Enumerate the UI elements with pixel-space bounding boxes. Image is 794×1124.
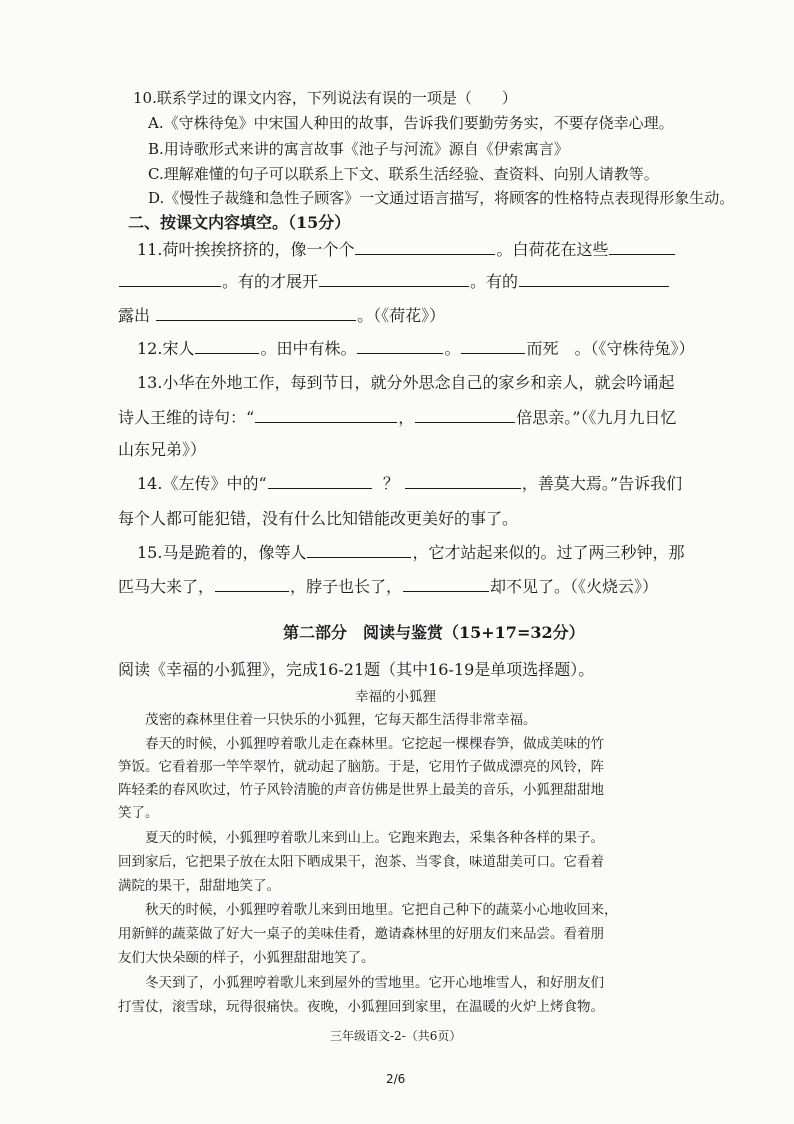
q11-text-4: 。有的 — [470, 272, 519, 291]
q13-text-3: 倍思亲。”（《九月九日忆 — [516, 408, 677, 427]
q12-blank-2[interactable] — [357, 352, 443, 354]
q15-blank-1[interactable] — [307, 556, 411, 558]
q11-blank-2[interactable] — [609, 253, 675, 255]
passage-line: 阵轻柔的春风吹过，竹子风铃清脆的声音仿佛是世界上最美的音乐，小狐狸甜甜地 — [118, 782, 604, 798]
q11-blank-5[interactable] — [519, 285, 669, 287]
reading-intro: 阅读《幸福的小狐狸》，完成16-21题（其中16-19是单项选择题）。 — [118, 660, 595, 679]
q10-stem: 10.联系学过的课文内容，下列说法有误的一项是（ ） — [133, 89, 517, 107]
q13-blank-2[interactable] — [415, 421, 515, 423]
passage-line: 满院的果干，甜甜地笑了。 — [118, 878, 280, 894]
page-footer: 三年级语文-2-（共6页） — [330, 1029, 462, 1043]
q13-text-1: 诗人王维的诗句：“ — [118, 408, 255, 427]
q12-text-2: 。田中有株。 — [260, 339, 357, 358]
q11-line1 — [137, 242, 676, 258]
page-indicator: 2/6 — [386, 1072, 406, 1086]
q13-line1: 13.小华在外地工作，每到节日，就分外思念自己的家乡和亲人，就会吟诵起 — [137, 373, 675, 392]
q11-blank-6[interactable] — [156, 319, 356, 321]
q14-blank-2[interactable] — [405, 487, 521, 489]
q12-text-4: 而死 。（《守株待兔》） — [526, 339, 695, 358]
q13-blank-1[interactable] — [255, 421, 397, 423]
q11-line3 — [118, 308, 445, 324]
q13-line3: 山东兄弟》） — [118, 440, 207, 459]
q11-text-1: 11.荷叶挨挨挤挤的，像一个个 — [137, 240, 355, 259]
q11-line2 — [118, 274, 670, 290]
q15-text-2: ，它才站起来似的。过了两三秒钟，那 — [412, 543, 685, 562]
passage-line: 笑了。 — [118, 805, 159, 821]
q13-text-2: ， — [398, 408, 415, 427]
q14-line2: 每个人都可能犯错，没有什么比知错能改更美好的事了。 — [118, 509, 519, 528]
q12-blank-1[interactable] — [195, 352, 259, 354]
passage-line: 友们大快朵颐的样子，小狐狸甜甜地笑了。 — [118, 950, 375, 966]
q11-text-2: 。白荷花在这些 — [496, 240, 609, 259]
q12-blank-3[interactable] — [461, 352, 525, 354]
part2-title: 第二部分 阅读与鉴赏（15+17=32分） — [283, 623, 585, 642]
q10-option-d: D.《慢性子裁缝和急性子顾客》一文通过语言描写，将顾客的性格特点表现得形象生动。 — [148, 189, 735, 207]
q11-blank-4[interactable] — [319, 285, 469, 287]
reading-title: 幸福的小狐狸 — [355, 689, 436, 705]
q15-blank-3[interactable] — [403, 590, 489, 592]
q14-text-3: ，善莫大焉。”告诉我们 — [521, 474, 683, 493]
passage-line: 春天的时候，小狐狸哼着歌儿走在森林里。它挖起一棵棵春笋，做成美味的竹 — [118, 736, 604, 752]
q15-text-1: 15.马是跪着的，像等人 — [137, 543, 307, 562]
q11-text-3: 。有的才展开 — [222, 272, 319, 291]
q15-line1 — [137, 545, 684, 561]
q14-text-1: 14.《左传》中的“ — [137, 474, 267, 493]
q12-text-1: 12.宋人 — [137, 339, 195, 358]
passage-line: 秋天的时候，小狐狸哼着歌儿来到田地里。它把自己种下的蔬菜小心地收回来， — [118, 902, 618, 918]
q11-text-5: 露出 — [118, 306, 151, 325]
q15-text-3: 匹马大来了， — [118, 577, 215, 596]
q11-blank-1[interactable] — [355, 253, 495, 255]
q14-text-2: ？ — [382, 474, 399, 493]
q12-text-3: 。 — [444, 339, 461, 358]
q11-blank-3[interactable] — [119, 285, 221, 287]
q10-option-c: C.理解难懂的句子可以联系上下文、联系生活经验、查资料、向别人请教等。 — [148, 165, 659, 183]
q15-blank-2[interactable] — [215, 590, 289, 592]
passage-line: 夏天的时候，小狐狸哼着歌儿来到山上。它跑来跑去，采集各种各样的果子。 — [118, 830, 604, 846]
q13-line2 — [118, 410, 676, 426]
q14-line1 — [137, 476, 682, 492]
passage-line: 笋饭。它看着那一竿竿翠竹，就动起了脑筋。于是，它用竹子做成漂亮的风铃，阵 — [118, 759, 604, 775]
passage-line: 回到家后，它把果子放在太阳下晒成果干，泡茶、当零食，味道甜美可口。它看着 — [118, 854, 604, 870]
passage-line: 打雪仗，滚雪球，玩得很痛快。夜晚，小狐狸回到家里，在温暖的火炉上烤食物。 — [118, 999, 604, 1015]
section2-title: 二、按课文内容填空。（15分） — [128, 213, 351, 232]
passage-line: 用新鲜的蔬菜做了好大一桌子的美味佳肴，邀请森林里的好朋友们来品尝。看着朋 — [118, 926, 604, 942]
q10-option-a: A.《守株待兔》中宋国人种田的故事，告诉我们要勤劳务实，不要存侥幸心理。 — [148, 114, 674, 132]
q11-text-6: 。（《荷花》） — [357, 306, 446, 325]
q12-line — [137, 341, 695, 357]
q15-text-5: 却不见了。（《火烧云》） — [490, 577, 659, 596]
passage-line: 茂密的森林里住着一只快乐的小狐狸，它每天都生活得非常幸福。 — [118, 712, 537, 728]
passage-line: 冬天到了，小狐狸哼着歌儿来到屋外的雪地里。它开心地堆雪人，和好朋友们 — [118, 975, 604, 991]
q15-text-4: ，脖子也长了， — [290, 577, 403, 596]
q14-blank-1[interactable] — [268, 487, 372, 489]
q15-line2 — [118, 579, 658, 595]
q10-option-b: B.用诗歌形式来讲的寓言故事《池子与河流》源自《伊索寓言》 — [148, 140, 569, 158]
